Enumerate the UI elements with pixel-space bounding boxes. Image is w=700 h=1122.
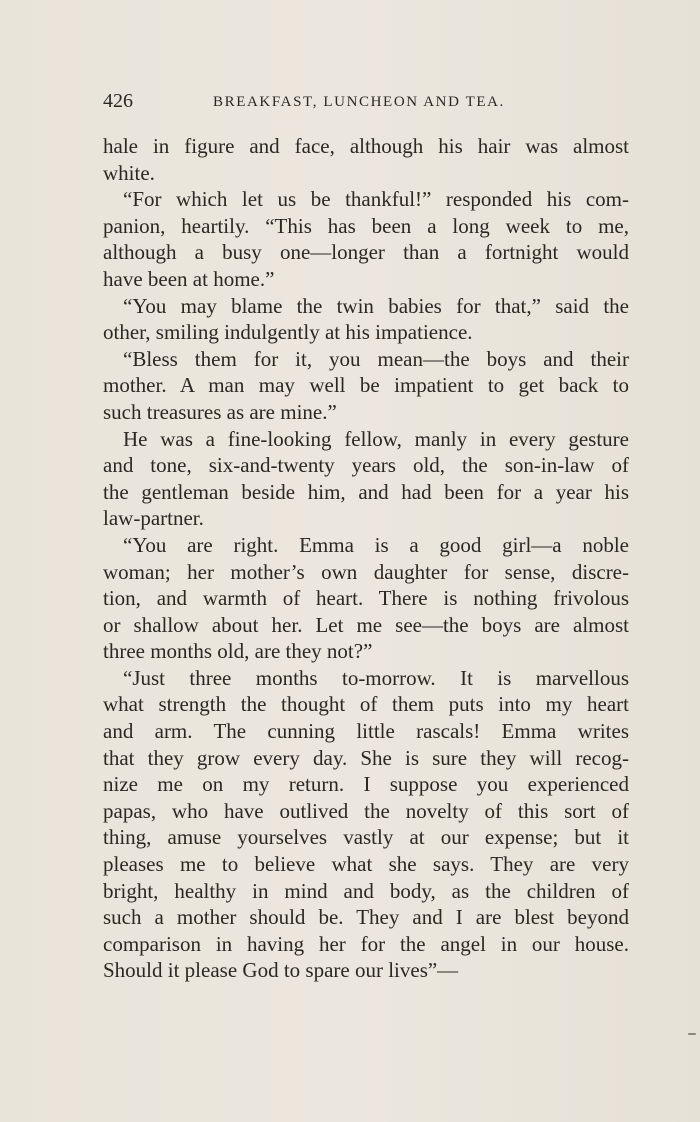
text-line: nize me on my return. I suppose you experienced (103, 772, 629, 797)
text-line: the gentleman beside him, and had been for a year his (103, 479, 629, 504)
text-line: papas, who have outlived the novelty of this sort of (103, 798, 629, 823)
page-number: 426 (103, 90, 133, 112)
text-line: mother. A man may well be impatient to get back to (103, 373, 629, 398)
text-line: and tone, six-and-twenty years old, the son-in-law of (103, 453, 629, 478)
text-line: have been at home.” (103, 266, 275, 291)
text-line: pleases me to believe what she says. They are very (103, 852, 629, 877)
text-line: such treasures as are mine.” (103, 399, 337, 424)
text-line: woman; her mother’s own daughter for sense, discre- (103, 559, 629, 584)
text-line: what strength the thought of them puts into my heart (103, 692, 629, 717)
text-line: three months old, are they not?” (103, 639, 373, 664)
text-line: although a busy one—longer than a fortnight would (103, 240, 629, 265)
text-line: panion, heartily. “This has been a long week to me, (103, 213, 629, 238)
text-line: white. (103, 160, 155, 185)
running-head (103, 90, 629, 116)
text-line: that they grow every day. She is sure they will recog- (103, 745, 629, 770)
text-line: comparison in having her for the angel in our house. (103, 931, 629, 956)
text-line: or shallow about her. Let me see—the boys are almost (103, 612, 629, 637)
text-line: such a mother should be. They and I are blest beyond (103, 905, 629, 930)
text-line: law-partner. (103, 506, 204, 531)
text-line: He was a fine-looking fellow, manly in every gesture (123, 426, 629, 451)
text-line: bright, healthy in mind and body, as the children of (103, 878, 629, 903)
paper-speck (688, 1033, 696, 1035)
text-line: tion, and warmth of heart. There is nothing frivolous (103, 586, 629, 611)
text-line: “For which let us be thankful!” responded his com- (123, 187, 629, 212)
body-text (103, 133, 629, 984)
text-line: “Bless them for it, you mean—the boys and their (123, 346, 629, 371)
text-line: Should it please God to spare our lives”— (103, 958, 459, 983)
text-line: thing, amuse yourselves vastly at our expense; but it (103, 825, 629, 850)
text-line: “Just three months to-morrow. It is marvellous (123, 665, 629, 690)
text-line: and arm. The cunning little rascals! Emma writes (103, 719, 629, 744)
text-line: other, smiling indulgently at his impatience. (103, 320, 473, 345)
text-line: “You are right. Emma is a good girl—a noble (123, 532, 629, 557)
text-line: hale in figure and face, although his hair was almost (103, 134, 629, 158)
running-title: BREAKFAST, LUNCHEON AND TEA. (213, 94, 505, 110)
text-line: “You may blame the twin babies for that,” said the (123, 293, 629, 318)
